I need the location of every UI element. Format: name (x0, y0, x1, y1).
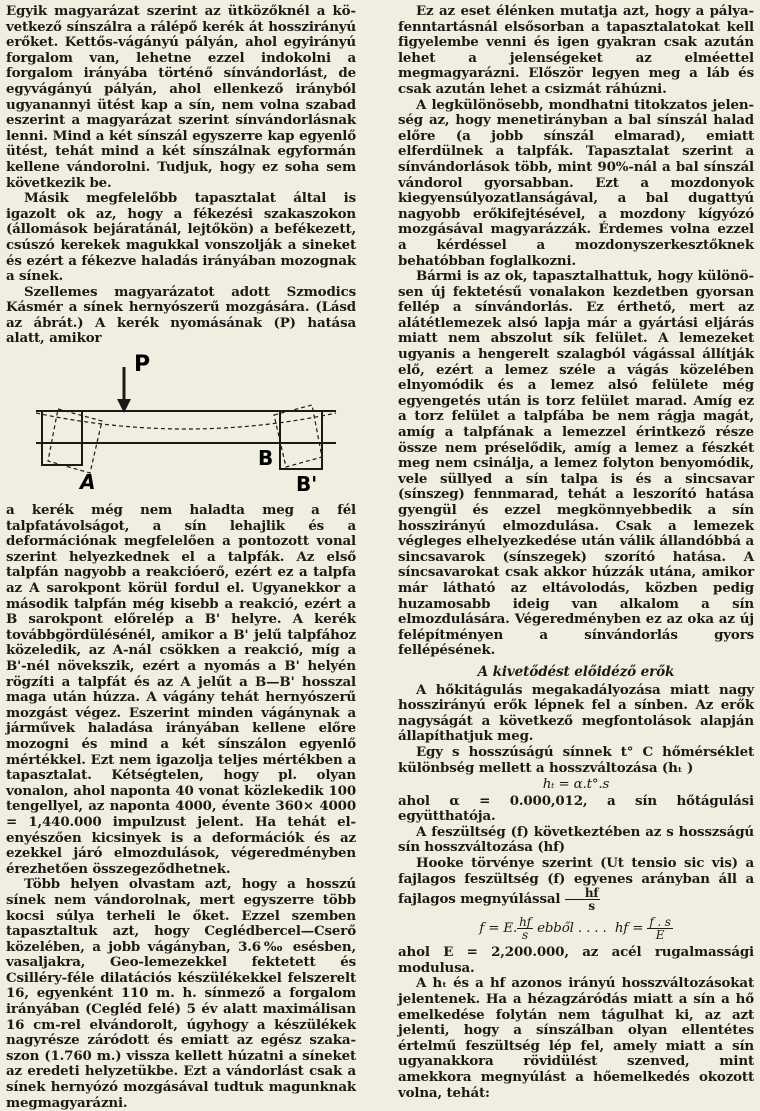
formula-thermal-expansion: hₜ = α.t°.s (542, 777, 610, 793)
paragraph: Másik megfelelőbb tapasztalat által is igazolt ok az, hogy a fékezési szakaszokon (állomások bejáratánál, lejtőkön) a befékezett, csúszó kerekek magukkal vonszolják a sineket és ezért a fékezve haladás irányában mozognak a sínek. (6, 190, 356, 285)
fraction-numerator: f . s (649, 915, 671, 930)
fraction-denominator: s (588, 899, 595, 914)
sleeper-a-rotated (48, 409, 102, 473)
paragraph (398, 856, 754, 912)
formula-part: f = E. (479, 921, 518, 937)
fraction-hf-s (517, 916, 533, 941)
fraction-numerator: hf (565, 887, 601, 900)
label-a: A (80, 470, 96, 495)
sleeper-movement-diagram (6, 349, 356, 499)
paragraph: a kerék még nem haladta meg a fél talpfatávolságot, a sín lehajlik és a deformációnak megfelelően a pontozott vonal szerint helyezkednek el a talpfák. Az első talpfán nagyobb a reakcióerő, ezért ez a talpfa az A sarokpont körül fordul el. Ugyanekkor a második talpfán még kisebb a reakció, ezért a B sarokpont előrelép a B' helyre. A kerék továbbgördülésénél, amikor a B' jelű talpfához közeledik, az A-nál csökken a reakció, míg a B'-nél növekszik, ezért a nyomás a B' helyén rögzíti a talpfát és az A jelűt a B—B' hosszal maga után húzza. A vágány tehát hernyószerű mozgást végez. Eszerint minden vágánynak a járművek haladása irányában kellene előre mozogni és mind a két sínszálon egyenlő mértékkel. Ezt nem igazolja teljes mértékben a tapasztalat. Kétségtelen, hogy pl. olyan vonalon, ahol naponta 40 vonat közlekedik 100 tengellyel, az naponta 4000, évente 360× 4000 = 1,440.000 impulzust jelent. Ha tehát elenyészően kicsinyek is a deformációk és az ezekkel járó elmozdulások, végeredményben érezhetően összegeződhetnek. (6, 502, 356, 877)
left-column (6, 4, 356, 1111)
formula-part: hf = (614, 921, 648, 937)
fraction-fs-e (647, 916, 672, 941)
paragraph: A hₜ és a hf azonos irányú hosszváltozásokat jelentenek. Ha a hézagzáródás miatt a sín a hő emelkedése folytán nem tágulhat ki, az azt jelenti, hogy a sínszálban olyan ellentétes értelmű feszültség lép fel, amely miatt a sín ugyanakkora rövidülést szenved, mint amekkora megnyúlást a hőemelkedés okozott volna, tehát: (398, 975, 754, 1101)
section-heading: A kivetődést előidéző erők (477, 663, 675, 680)
sleeper-a (42, 411, 82, 465)
formula-part: ebből . . . . (532, 921, 607, 937)
paragraph: Bármi is az ok, tapasztalhattuk, hogy különösen új fektetésű vonalakon kezdetben gyorsan fellép a sínvándorlás. Ez érthető, mert az alátétlemezek alsó lapja már a gyártási eljárás miatt nem abszolut sík felület. A lemezeket ugyanis a hengerelt szalagból vágással állítják elő, ezért a lemez széle a vágás közelében elnyomódik és a lemez alsó felülete még egyengetés után is torz felület marad. Amíg ez a torz felület a talpfába be nem rágja magát, amíg a talpfának a lemezzel érintkező része össze nem préselődik, amíg a lemez a fészkét meg nem csinálja, a lemez folyton benyomódik, vele süllyed a sín talpa is és a sincsavar (sínszeg) fennmarad, tehát a leszorító hatása gyengül és ezzel megkönnyebbedik a sín hosszirányú elmozdulása. Csak a lemezek végleges elhelyezkedése után válik állandóbbá a sincsavarok (sínszegek) szorító hatása. A síncsavarokat csak akkor húzzák utána, amikor már látható az eltávolodás, közben pedig huzamosabb ideig van alkalom a sín elmozdulására. Végeredményben ez az oka az új felépítményen a sínvándorlás gyors fellépésének. (398, 268, 754, 659)
paragraph: Több helyen olvastam azt, hogy a hosszú sínek nem vándorolnak, mert egyszerre több kocsi súlya terheli le őket. Ezzel szemben tapasztaltuk azt, hogy Ceglédbercel—Cserő közelében, a jobb vágányban, 3.6‰ esésben, vasaljakra, Geo-lemezekkel fektetett és Csilléry-féle dilatációs készülékekkel felszerelt 16, egyenként 110 m. h. sínmező a forgalom irányában (Cegléd felé) 5 év alatt maximálisan 16 cm-rel elvándorolt, úgyhogy a készülékek nagyrésze záródott és emiatt az egész szakaszon (1.760 m.) vissza kellett húzatni a síneket az eredeti helyzetükbe. Ezt a vándorlást csak a sínek hernyózó mozgásával tudtuk magunknak megmagyarázni. (6, 876, 356, 1111)
fraction-denominator: s (522, 928, 529, 943)
label-p: P (134, 352, 150, 378)
paragraph: Ez az eset élénken mutatja azt, hogy a pályafenntartásnál elsősorban a tapasztalatokat kell figyelembe venni és igen gyakran csak azután lehet a jelenségeket az elméettel megmagyarázni. Először legyen meg a láb és csak azután lehet a csizmát ráhúzni. (398, 3, 754, 97)
fraction-denominator: E (655, 928, 665, 943)
paragraph: A legkülönösebb, mondhatni titokzatos jelenség az, hogy menetirányban a bal sínszál halad előre (a jobb sínszál elmarad), emiatt elferdülnek a talpfák. Tapasztalat szerint a sínvándorlások több, mint 90%-nál a bal sínszál vándorol gyorsabban. Ezt a mozdonyok kiegyensúlyozatlanságával, a bal dugattyú nagyobb erőkifejtésével, a mozdony kígyózó mozgásával magyarázzák. Érdemes volna ezzel a kérdéssel a mozdonyszerkesztőknek behatóbban foglalkozni. (398, 96, 754, 269)
fraction-hf-s (565, 887, 601, 912)
paragraph-text: Hooke törvénye szerint (Ut tensio sic vis) a fajlagos feszültség (f) egyenes arányban áll a fajlagos megnyúlással (398, 855, 754, 908)
fraction-numerator: hf (519, 915, 531, 930)
sleeper-b-rotated (274, 405, 322, 467)
label-b-prime: B' (296, 472, 318, 497)
paragraph: ahol α = 0.000,012, a sín hőtágulási együtthatója. (398, 792, 754, 825)
paragraph: A feszültség (f) következtében az s hosszságú sín hosszváltozása (hf) (398, 823, 754, 856)
formula-hooke (398, 916, 754, 941)
label-b: B (258, 446, 274, 471)
paragraph: Egyik magyarázat szerint az ütközőknél a következő sínszálra a rálépő kerék át hosszirányú erőket. Kettős-vágányú pályán, ahol egyirányú forgalom van, lehetne ezzel indokolni a forgalom irányába történő sínvándorlást, de egyvágányú pályán, ahol ellenkező irányból ugyanannyi ütést kap a sín, nem volna szabad eszerint a magyarázat szerint sínvándorlásnak lenni. Mind a két sínszál egyszerre kap egyenlő ütést, tehát mind a két sínszálnak egyformán kellene vándorolni. Tudjuk, hogy ez soha sem következik be. (6, 3, 356, 191)
paragraph: A hőkitágulás megakadályozása miatt nagy hosszirányú erők lépnek fel a sínben. Az erők nagyságát a következő megfontolások alapján állapíthatjuk meg. (398, 681, 754, 745)
paragraph: Egy s hosszúságú sínnek t° C hőmérséklet különbség mellett a hosszváltozása (hₜ ) (398, 743, 754, 776)
paragraph: ahol E = 2,200.000, az acél rugalmassági modulusa. (398, 944, 754, 976)
paragraph: Szellemes magyarázatot adott Szmodics Kásmér a sínek hernyószerű mozgására. (Lásd az ábrát.) A kerék nyomásának (P) hatása alatt, amikor (6, 283, 356, 347)
right-column (398, 4, 754, 1101)
